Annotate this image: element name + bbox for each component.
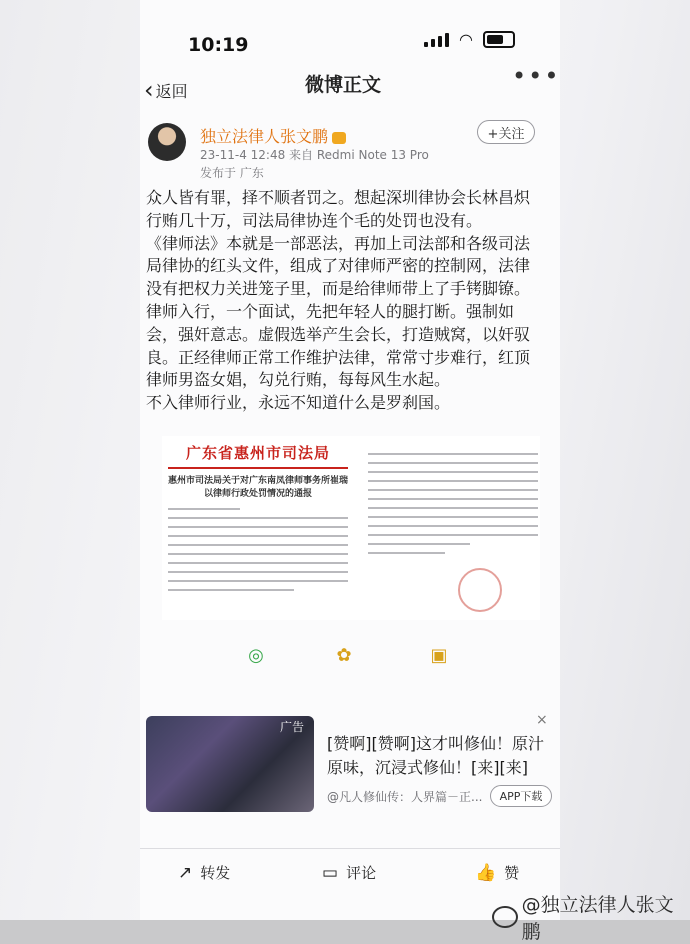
weibo-logo-icon [492, 906, 518, 928]
like-label: 赞 [504, 864, 520, 882]
document-header: 广东省惠州市司法局 [185, 444, 330, 462]
page-title: 微博正文 [305, 74, 382, 96]
wifi-icon: ◠ [459, 30, 473, 49]
verified-badge-icon [332, 132, 346, 144]
moments-icon[interactable]: ✿ [336, 644, 352, 666]
follow-button[interactable]: +关注 [477, 120, 535, 144]
repost-label: 转发 [200, 864, 231, 882]
wechat-icon[interactable]: ◎ [248, 644, 264, 666]
post-body [146, 187, 536, 415]
ad-source: @凡人修仙传：人界篇－正... [327, 790, 483, 804]
back-label: 返回 [155, 81, 188, 101]
document-divider [168, 467, 348, 469]
ad-label: 广告 [279, 720, 304, 734]
signal-icon [424, 33, 449, 47]
post-paragraph: 《律师法》本就是一部恶法，再加上司法部和各级司法局律协的红头文件，组成了对律师严密的控制网，法律没有把权力关进笼子里，而是给律师带上了手铐脚镣。 [146, 233, 531, 299]
comment-label: 评论 [346, 864, 377, 882]
weibo-watermark [492, 890, 690, 944]
document-right-page [368, 446, 538, 561]
status-time: 10:19 [188, 34, 249, 56]
post-location: 发布于 广东 [200, 166, 264, 180]
post-meta: 23-11-4 12:48 来自 Redmi Note 13 Pro [200, 148, 429, 162]
ad-title[interactable]: [赞啊][赞啊]这才叫修仙！原汁原味，沉浸式修仙！[来][来] [327, 734, 544, 777]
status-icons [424, 30, 515, 49]
post-paragraph: 众人皆有罪，择不顺者罚之。想起深圳律协会长林昌炽行贿几十万，司法局律协连个毛的处罚也没有。 [146, 188, 531, 230]
avatar[interactable] [148, 123, 186, 161]
attached-document-image[interactable] [162, 436, 540, 620]
author-name: 独立法律人张文鹏 [200, 127, 329, 146]
save-image-icon[interactable]: ▣ [430, 644, 448, 666]
ad-close-button[interactable]: × [536, 712, 548, 728]
post-paragraph: 律师入行，一个面试，先把年轻人的腿打断。强制如会，强奸意志。虚假选举产生会长，打造贼窝，以奸驭良。正经律师正常工作维护法律，常常寸步难行，红顶律师男盗女娼，勾兑行贿，每每风生水起。 [146, 301, 531, 390]
post-paragraph: 不入律师行业，永远不知道什么是罗刹国。 [146, 393, 451, 413]
document-subtitle: 惠州市司法局关于对广东南凤律师事务所崔瑞以律师行政处罚情况的通报 [168, 476, 349, 499]
comment-button[interactable] [322, 862, 376, 883]
thumbs-up-icon: 👍 [475, 862, 497, 883]
comment-icon: ▭ [322, 862, 339, 883]
chevron-left-icon: ‹ [144, 76, 154, 104]
battery-icon [483, 31, 515, 48]
author-name-row[interactable] [200, 124, 346, 147]
back-button[interactable] [144, 76, 188, 104]
document-text-lines [168, 508, 348, 591]
repost-button[interactable] [178, 862, 230, 883]
document-left-page [168, 442, 348, 598]
more-options-button[interactable]: ••• [512, 62, 561, 90]
like-button[interactable] [475, 862, 519, 883]
official-seal-icon [458, 568, 502, 612]
app-download-button[interactable]: APP下载 [490, 785, 552, 807]
ad-image[interactable] [146, 716, 314, 812]
repost-icon: ↗ [178, 862, 193, 883]
watermark-text: @独立法律人张文鹏 [521, 894, 674, 943]
